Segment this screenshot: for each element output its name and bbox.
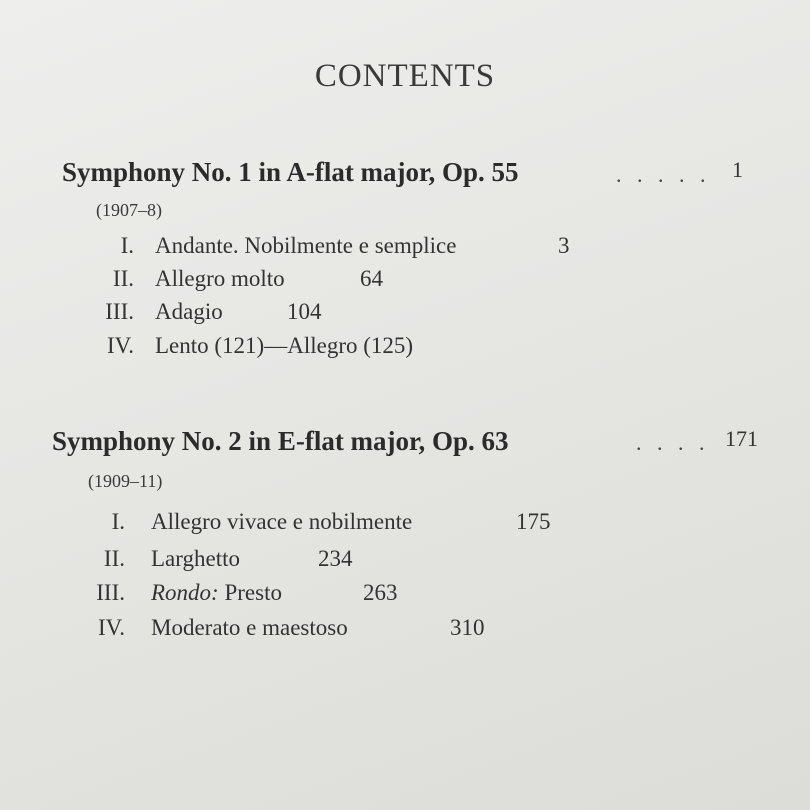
movement-title: Allegro vivace e nobilmente — [151, 509, 413, 534]
work-heading-symphony-2: Symphony No. 2 in E-flat major, Op. 63 — [52, 426, 509, 456]
movement-page: 175 — [516, 509, 551, 534]
work-date: (1907–8) — [96, 200, 162, 220]
dot-leader: . . . . . — [616, 162, 711, 187]
movement-title: Moderato e maestoso — [151, 615, 348, 640]
movement-page: 234 — [318, 546, 353, 571]
movement-title: Larghetto — [151, 546, 240, 571]
movement-numeral: II. — [103, 546, 125, 571]
movement-page: 263 — [363, 580, 398, 605]
work-page-number: 171 — [725, 426, 758, 451]
movement-title-italic: Rondo: — [151, 580, 219, 605]
movement-title: Allegro molto — [155, 266, 285, 291]
page-title: CONTENTS — [314, 58, 496, 94]
movement-title: Adagio — [155, 299, 223, 324]
movement-title: Lento (121)—Allegro (125) — [155, 333, 414, 358]
movement-numeral: IV. — [97, 615, 125, 640]
movement-numeral: III. — [96, 580, 125, 605]
movement-title — [151, 580, 282, 606]
movement-numeral: I. — [111, 509, 125, 534]
movement-numeral: IV. — [106, 333, 134, 358]
dot-leader: . . . . — [636, 430, 710, 455]
movement-page: 64 — [360, 266, 383, 291]
movement-page: 310 — [450, 615, 485, 640]
movement-page: 3 — [558, 233, 570, 258]
movement-title-rest: Presto — [218, 580, 282, 605]
movement-numeral: III. — [105, 299, 134, 324]
movement-page: 104 — [287, 299, 322, 324]
movement-numeral: II. — [112, 266, 134, 291]
work-page-number: 1 — [732, 157, 743, 182]
work-heading-symphony-1: Symphony No. 1 in A-flat major, Op. 55 — [62, 157, 519, 187]
work-date: (1909–11) — [88, 471, 163, 491]
movement-numeral: I. — [120, 233, 134, 258]
movement-title: Andante. Nobilmente e semplice — [155, 233, 457, 258]
